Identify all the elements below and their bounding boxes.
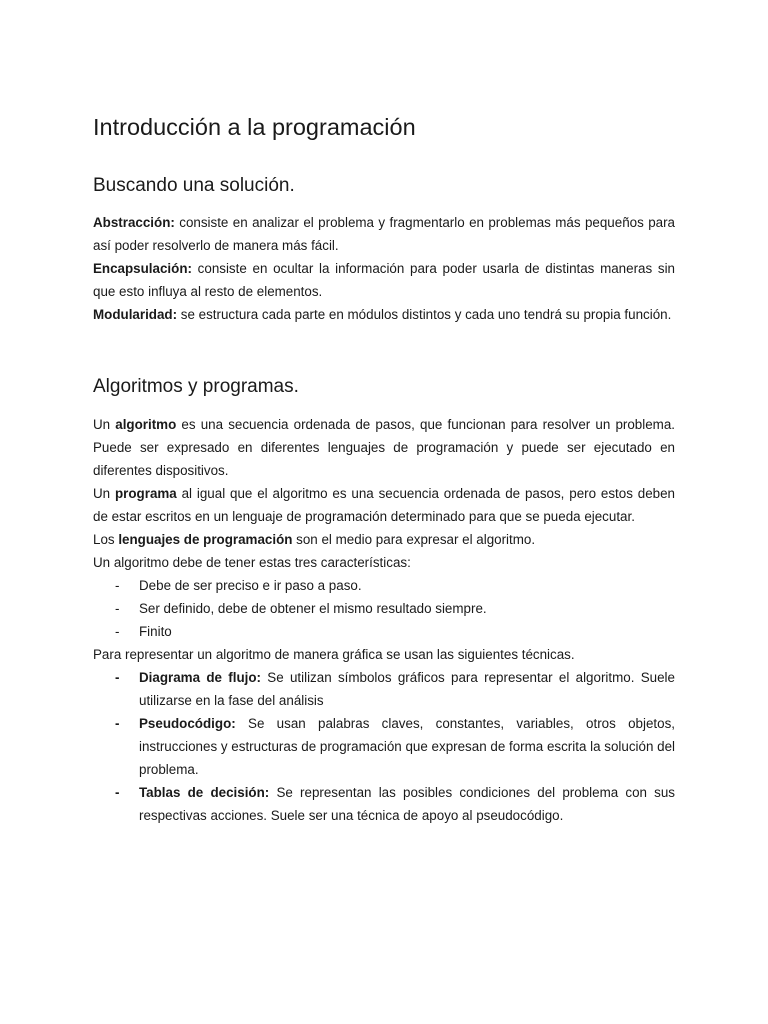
section-heading-buscando: Buscando una solución. [93,175,295,196]
characteristics-list [93,574,675,643]
dash-marker: - [115,624,120,639]
paragraph-encapsulacion [93,257,675,303]
text-lenguajes-post: son el medio para expresar el algoritmo. [292,532,536,547]
list-item-text: Ser definido, debe de obtener el mismo resultado siempre. [139,601,487,616]
text-tablas: Se representan las posibles condiciones del problema con sus respectivas acciones. Suele ser una técnica de apoyo al pseudocódigo. [139,785,675,823]
techniques-list [93,666,675,827]
paragraph-tecnicas-intro: Para representar un algoritmo de manera gráfica se usan las siguientes técnicas. [93,647,575,662]
list-item-text: Finito [139,624,172,639]
list-item [93,712,675,781]
term-algoritmo: algoritmo [115,417,177,432]
dash-marker: - [115,601,120,616]
section-heading-algoritmos: Algoritmos y programas. [93,376,299,397]
term-diagrama: Diagrama de flujo: [139,670,261,685]
list-item [93,666,675,712]
paragraph-caracteristicas-intro: Un algoritmo debe de tener estas tres características: [93,555,411,570]
paragraph-algoritmo [93,413,675,482]
term-programa: programa [114,486,177,501]
dash-marker: - [115,785,120,800]
list-item [93,574,675,597]
list-item [93,620,675,643]
text-modularidad: se estructura cada parte en módulos distintos y cada uno tendrá su propia función. [177,307,672,322]
paragraph-programa [93,482,675,528]
term-lenguajes: lenguajes de programación [118,532,293,547]
dash-marker: - [115,716,120,731]
text-algoritmo-pre: Un [93,417,116,432]
dash-marker: - [115,670,120,685]
text-diagrama: Se utilizan símbolos gráficos para representar el algoritmo. Suele utilizarse en la fase del análisis [139,670,675,708]
text-programa-pre: Un [93,486,115,501]
list-item [93,781,675,827]
term-encapsulacion: Encapsulación: [93,261,192,276]
list-item-text: Debe de ser preciso e ir paso a paso. [139,578,362,593]
term-tablas: Tablas de decisión: [139,785,270,800]
term-pseudocodigo: Pseudocódigo: [139,716,236,731]
dash-marker: - [115,578,120,593]
section-algoritmos-body [93,413,675,827]
text-abstraccion: consiste en analizar el problema y fragmentarlo en problemas más pequeños para así poder resolverlo de manera más fácil. [93,215,675,253]
text-programa-post: al igual que el algoritmo es una secuencia ordenada de pasos, pero estos deben de estar escritos en un lenguaje de programación determinado para que se pueda ejecutar. [93,486,675,524]
text-encapsulacion: consiste en ocultar la información para poder usarla de distintas maneras sin que esto influya al resto de elementos. [93,261,675,299]
text-pseudocodigo: Se usan palabras claves, constantes, variables, otros objetos, instrucciones y estructuras de programación que expresan de forma escrita la solución del problema. [139,716,675,777]
paragraph-lenguajes [93,528,675,551]
page-title: Introducción a la programación [93,114,416,140]
term-abstraccion: Abstracción: [93,215,175,230]
text-lenguajes-pre: Los [93,532,119,547]
term-modularidad: Modularidad: [93,307,178,322]
paragraph-modularidad [93,303,675,326]
paragraph-abstraccion [93,211,675,257]
text-algoritmo-post: es una secuencia ordenada de pasos, que funcionan para resolver un problema. Puede ser expresado en diferentes lenguajes de programación y puede ser ejecutado en diferentes dispositivos. [93,417,675,478]
list-item [93,597,675,620]
section-buscando-body [93,211,675,326]
